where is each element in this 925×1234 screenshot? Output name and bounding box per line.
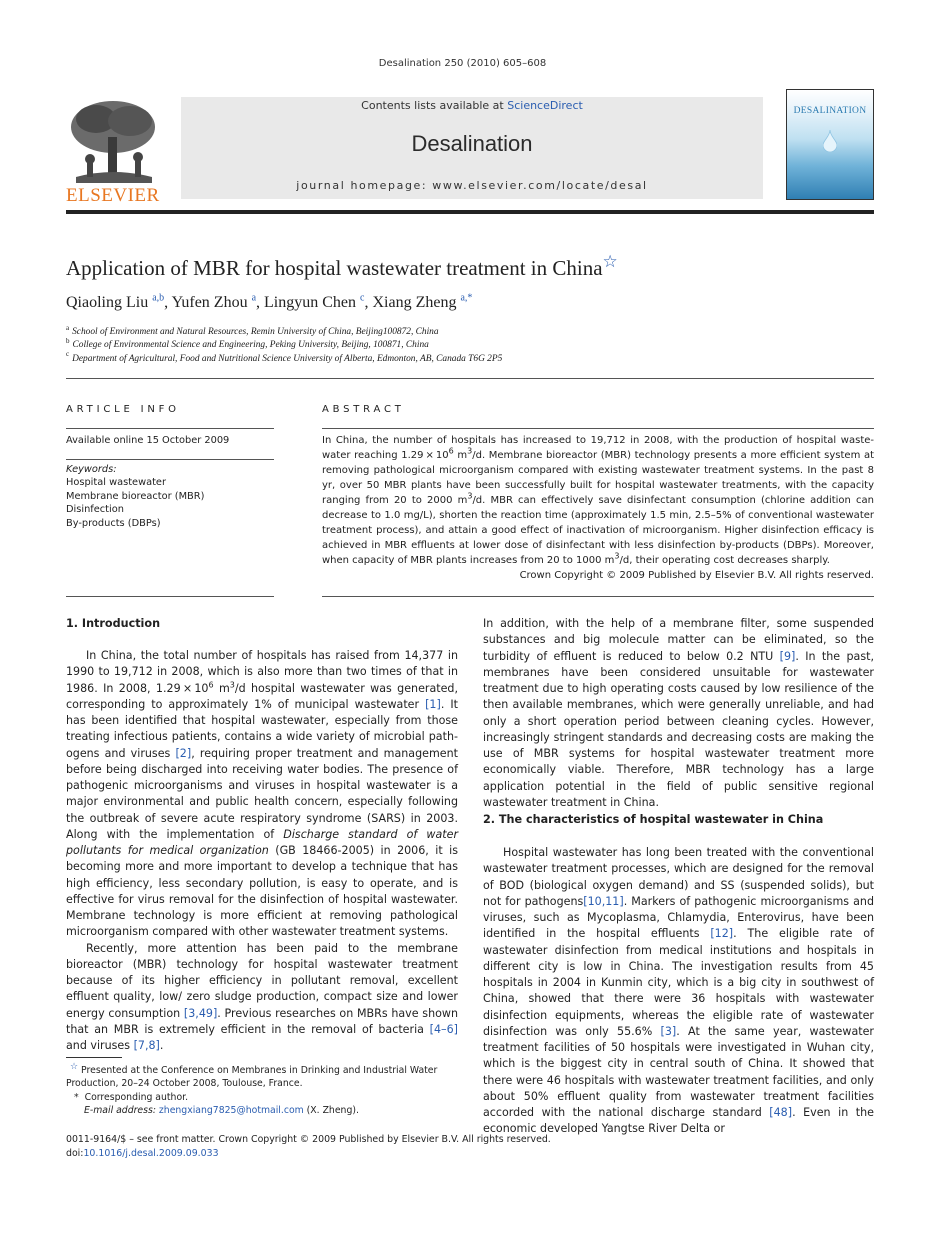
citation-link[interactable]: [7,8]	[133, 1039, 160, 1052]
introduction-body	[66, 648, 458, 1054]
paragraph: Hospital wastewater has long been treated with the conventional wastewater treatment processes, which are designed for the removal of BOD (biological oxygen demand) and SS (suspended solids), but not for pathogens[10,11]. Markers of pathogenic microorganisms and viruses, such as Mycoplasma, Chlamydia, Enterovirus, have been identified in the hospital effluents [12]. The eligible rate of wastewater disinfection from medical institutions and hospitals in different city is low in China. The investigation results from 45 hospitals in 2004 in Kunmin city, which is a big city in southwest of China, showed that there were 36 hospitals with wastewater disinfection equipments, whereas the eligible rate of wastewater disinfection was only 55.6% [3]. At the same year, wastewater treatment facilities of 50 hospitals were investigated in Wuhan city, which is the biggest city in central south of China. It showed that there were 46 hospitals with wastewater treatment facilities, and only about 50% effluent quality from wastewater treatment facilities accorded with the national discharge standard [48]. Even in the economic developed Yangtse River Delta or	[483, 846, 874, 1136]
article-title	[66, 252, 618, 281]
abstract-body: In China, the number of hospitals has increased to 19,712 in 2008, with the production of hospital wastewater reaching $1.29 \times 10^6$ $m^3/d$. Membrane bioreactor (MBR) technology presents a more efficient system at removing pathological microorganism compared with existing wastewater treatment systems. In the past 8 yr, over 50 MBR plants have been successfully built for hospital wastewater treatments, with the capacity ranging from 20 to 2000 $m^3/d$. MBR can effectively save disinfectant consumption (chlorine addition can decrease to 1.0 mg/L), shorten the reaction time (approximately 1.5 min, 2.5–5% of conventional wastewater treatment process), and attain a good effect of inactivation of microorganism. Higher disinfection efficacy is achieved in MBR effluents at lower dose of disinfectant with less disinfection by-products (DBPs). Moreover, when capacity of MBR plants increases from 20 to 1000 $m^3/d$, their operating cost decreases sharply. Crown Copyright © 2009 Published by Elsevier B.V. All rights reserved.	[322, 435, 875, 581]
water-drop-icon	[823, 130, 837, 152]
footnote-presented: ☆ Presented at the Conference on Membranes in Drinking and Industrial Water Production, 20–24 October 2008, Toulouse, France.	[66, 1061, 438, 1090]
journal-cover-thumbnail[interactable]	[786, 89, 874, 200]
footnote-corresponding: * Corresponding author.	[74, 1091, 189, 1103]
footnote-email: E-mail address: zhengxiang7825@hotmail.com (X. Zheng).	[84, 1104, 359, 1116]
citation-link[interactable]: [10,11]	[583, 894, 624, 908]
section-heading-characteristics: 2. The characteristics of hospital wastewater in China	[483, 813, 824, 826]
footnote-rule	[66, 1057, 122, 1058]
keyword-item: Hospital wastewater	[66, 477, 166, 489]
sciencedirect-link[interactable]: ScienceDirect	[507, 99, 583, 112]
citation-link[interactable]: [3,49]	[183, 1006, 218, 1020]
journal-reference: Desalination 250 (2010) 605–608	[378, 58, 547, 69]
author-affiliation-ref[interactable]: a	[251, 292, 257, 304]
title-divider	[66, 378, 874, 379]
page-footer	[66, 1133, 551, 1160]
abstract-heading: ABSTRACT	[322, 404, 405, 415]
author-name[interactable]: Yufen Zhou	[171, 294, 248, 311]
article-info-rule	[66, 428, 274, 429]
author-affiliation-ref[interactable]: a,*	[460, 292, 473, 304]
affiliation-item	[66, 350, 503, 366]
copyright-notice: Crown Copyright © 2009 Published by Elsevier B.V. All rights reserved.	[519, 570, 874, 581]
journal-homepage[interactable]: journal homepage: www.elsevier.com/locate/desal	[296, 179, 648, 192]
contents-prefix: Contents lists available at	[361, 99, 508, 112]
abstract-rule	[322, 428, 874, 429]
affiliation-item	[66, 339, 502, 352]
affiliation-key: a	[66, 323, 70, 332]
citation-link[interactable]: [1]	[425, 697, 441, 711]
keywords-rule	[66, 459, 274, 460]
citation-link[interactable]: [9]	[779, 649, 796, 663]
journal-name[interactable]: Desalination	[411, 131, 533, 156]
available-online-date: Available online 15 October 2009	[66, 435, 230, 446]
right-column-body	[483, 616, 874, 811]
author-name[interactable]: Qiaoling Liu	[66, 294, 149, 311]
author-affiliation-ref[interactable]: a,b	[152, 292, 165, 304]
author-list: Qiaoling Liu $^{a,b}$, Yufen Zhou $^a$, Lingyun Chen $^c$, Xiang Zheng $^{a,*}$	[66, 292, 473, 311]
keyword-item: Disinfection	[66, 504, 124, 516]
footnote-star-mark: ☆	[70, 1061, 79, 1072]
doi-line: doi:10.1016/j.desal.2009.09.033	[66, 1147, 219, 1159]
footnotes	[66, 1061, 458, 1117]
elsevier-logo[interactable]	[66, 97, 160, 206]
keywords-label: Keywords:	[66, 464, 117, 475]
keyword-item: By-products (DBPs)	[66, 517, 161, 529]
paragraph: Recently, more attention has been paid to the membrane bioreactor (MBR) technology for hospital wastewater treatment because of its higher efficiency in pollutant removal, excellent effluent quality, low/ zero sludge production, compact size and lower energy consumption [3,49]. Previous researches on MBRs have shown that an MBR is extremely efficient in the removal of bacteria [4–6] and viruses [7,8].	[66, 941, 458, 1052]
affiliation-list	[66, 323, 503, 366]
contents-availability	[181, 99, 763, 112]
elsevier-wordmark: ELSEVIER	[66, 185, 160, 206]
citation-link[interactable]: [12]	[710, 927, 734, 941]
author-name[interactable]: Lingyun Chen	[264, 294, 357, 311]
affiliation-text: School of Environment and Natural Resources, Remin University of China, Beijing100872, China	[72, 327, 439, 337]
citation-link[interactable]: [4–6]	[429, 1022, 458, 1036]
affiliation-text: Department of Agricultural, Food and Nutritional Science University of Alberta, Edmonton, AB, Canada T6G 2P5	[72, 353, 503, 364]
keyword-item: Membrane bioreactor (MBR)	[66, 490, 205, 502]
affiliation-key: b	[66, 337, 70, 346]
abstract-bottom-rule	[322, 596, 874, 597]
paragraph: In China, the total number of hospitals has raised from 14,377 in 1990 to 19,712 in 2008, which is also more than two times of that in 1986. In 2008, $1.29 \times 10^6$ $m^3/d$ hospital wastewater was generated, corresponding to approximately 1% of municipal wastewater [1]. It has been identified that hospital wastewater, especially from those treating infectious patients, contains a wide variety of microbial pathogens and viruses [2], requiring proper treatment and management before being discharged into receiving water bodies. The presence of pathogenic microorganisms and viruses in hospital wastewater is a major environmental and public health concern, especially following the outbreak of severe acute respiratory syndrome (SARS) in 2003. Along with the implementation of Discharge standard of water pollutants for medical organization (GB 18466-2005) in 2006, it is becoming more and more important to develop a technique that has high efficiency, less secondary pollution, is easy to operate, and is effective for virus removal for the disinfection of hospital wastewater. Membrane technology is more efficient at removing pathological microorganism compared with other wastewater treatment systems.	[66, 649, 459, 939]
affiliation-text: College of Environmental Science and Engineering, Peking University, Beijing, 100871, China	[72, 340, 429, 351]
doi-link[interactable]: 10.1016/j.desal.2009.09.033	[83, 1147, 219, 1159]
title-footnote-star[interactable]: ☆	[602, 252, 618, 271]
keywords-block	[66, 463, 204, 530]
article-info-heading: ARTICLE INFO	[66, 404, 180, 415]
characteristics-body	[483, 845, 874, 1138]
article-info-bottom-rule	[66, 596, 274, 597]
cover-title: DESALINATION	[793, 106, 867, 116]
citation-link[interactable]: [48]	[769, 1106, 793, 1119]
article-title-text: Application of MBR for hospital wastewater treatment in China	[66, 256, 603, 280]
issn-line: 0011-9164/$ – see front matter. Crown Copyright © 2009 Published by Elsevier B.V. All rights reserved.	[66, 1134, 551, 1145]
author-email-link[interactable]: zhengxiang7825@hotmail.com	[158, 1104, 304, 1116]
paragraph: In addition, with the help of a membrane filter, some suspended substances and big molecule matter can be eliminated, so the turbidity of effluent is reduced to below 0.2 NTU [9]. In the past, membranes have been considered unsuitable for wastewater treatment due to high operating costs caused by low resilience of the then available membranes, which were generally unreliable, and had only a short operation period between cleaning cycles. However, increasingly stringent standards and decreasing costs are making the use of MBR systems for hospital wastewater treatment more economically viable. Therefore, MBR technology has a large application potential in the field of public sensitive regional wastewater treatment in China.	[483, 617, 874, 809]
citation-link[interactable]: [2]	[175, 746, 192, 760]
section-heading-introduction: 1. Introduction	[66, 617, 161, 630]
author-affiliation-ref[interactable]: c	[360, 292, 365, 304]
author-name[interactable]: Xiang Zheng	[372, 294, 457, 311]
header-rule	[66, 210, 874, 214]
affiliation-key: c	[66, 350, 70, 359]
affiliation-item	[66, 323, 502, 339]
elsevier-tree-icon	[66, 97, 160, 183]
citation-link[interactable]: [3]	[660, 1024, 677, 1038]
